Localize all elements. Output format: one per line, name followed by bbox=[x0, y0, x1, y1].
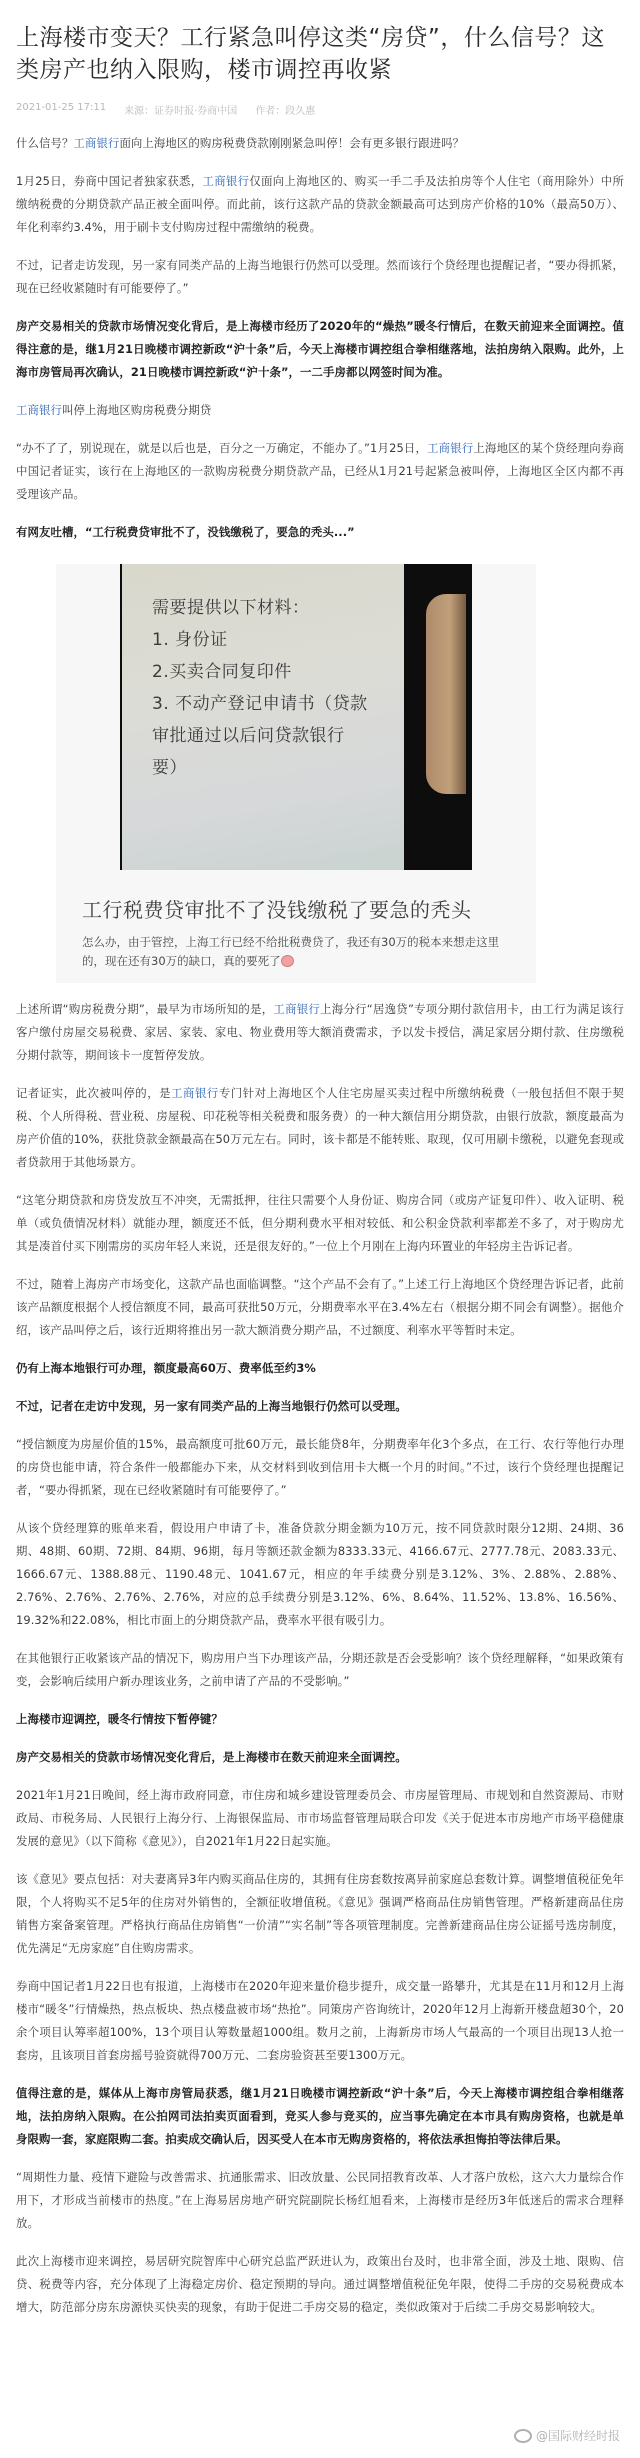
icbc-link[interactable]: 工商银行 bbox=[171, 1086, 219, 1100]
section-heading: 工商银行叫停上海地区购房税费分期贷 bbox=[16, 403, 212, 417]
paragraph: “办不了了，别说现在，就是以后也是，百分之一万确定，不能办了。”1月25日，工商银行上海地区的某个贷经理向券商中国记者证实，该行在上海地区的一款购房税费分期贷款产品，已经从1月21号起紧急被叫停，上海地区全区内都不再受理该产品。 bbox=[16, 441, 624, 501]
paragraph: 此次上海楼市迎来调控，易居研究院智库中心研究总监严跃进认为，政策出台及时，也非常全面，涉及土地、限购、信贷、税费等内容，充分体现了上海稳定房价、稳定预期的导向。通过调整增值税征免年限，使得二手房的交易税费成本增大，防范部分房东房源快买快卖的现象，有助于促进二手房交易的稳定，类似政策对于后续二手房交易影响较大。 bbox=[16, 2254, 624, 2314]
article-body-part2 bbox=[16, 998, 624, 2319]
publish-date: 2021-01-25 17:11 bbox=[16, 102, 107, 113]
icbc-link[interactable]: 工商银行 bbox=[202, 174, 250, 188]
weibo-post-image bbox=[56, 564, 536, 983]
paragraph: “这笔分期贷款和房贷发放互不冲突，无需抵押，往往只需要个人身份证、购房合同（或房产证复印件）、收入证明、税单（或负债情况材料）就能办理，额度还不低，但分期利费水平相对较低、和公积金贷款利率都差不多了，对于购房尤其是凑首付买下刚需房的买房年轻人来说，还是很友好的。”一位上个月刚在上海内环置业的年轻房主告诉记者。 bbox=[16, 1193, 624, 1253]
paragraph-bold: 值得注意的是，媒体从上海市房管局获悉，继1月21日晚楼市调控新政“沪十条”后，今天上海楼市调控组合拳相继落地，法拍房纳入限购。在公拍网司法拍卖页面看到，竞买人参与竞买的，应当事先确定在本市具有购房资格，也就是单身限购一套，家庭限购二套。拍卖成交确认后，因买受人在本市无购房资格的，将依法承担悔拍等法律后果。 bbox=[16, 2086, 624, 2146]
article-body-part1 bbox=[16, 132, 624, 544]
weibo-icon bbox=[514, 2429, 532, 2443]
paragraph: 什么信号？工商银行面向上海地区的购房税费贷款刚刚紧急叫停！会有更多银行跟进吗？ bbox=[16, 136, 465, 150]
paragraph-bold: 房产交易相关的贷款市场情况变化背后，是上海楼市经历了2020年的“燥热”暖冬行情后，在数天前迎来全面调控。值得注意的是，继1月21日晚楼市调控新政“沪十条”后，今天上海楼市调控组合拳相继落地，法拍房纳入限购。此外，上海市房管局再次确认，21日晚楼市调控新政“沪十条”，一二手房都以网签时间为准。 bbox=[16, 319, 624, 379]
paragraph: 1月25日，券商中国记者独家获悉，工商银行仅面向上海地区的、购买一手二手及法拍房等个人住宅（商用除外）中所缴纳税费的分期贷款产品正被全面叫停。而此前，该行这款产品的贷款金额最高可达到房产价格的10%（最高50万）、年化利率约3.4%，用于刷卡支付购房过程中需缴纳的税费。 bbox=[16, 174, 624, 234]
icbc-link[interactable]: 工商银行 bbox=[273, 1002, 321, 1016]
phone-screen: 需要提供以下材料： 1. 身份证 2.买卖合同复印件 3. 不动产登记申请书（贷款 审批通过以后问贷款银行 要） bbox=[122, 564, 404, 870]
paragraph-bold: 房产交易相关的贷款市场情况变化背后，是上海楼市在数天前迎来全面调控。 bbox=[16, 1750, 407, 1764]
paragraph: 该《意见》要点包括：对夫妻离异3年内购买商品住房的，其拥有住房套数按离异前家庭总套数计算。调整增值税征免年限，个人将购买不足5年的住房对外销售的，全额征收增值税。《意见》强调严格商品住房销售管理。严格新建商品住房销售方案备案管理。严格执行商品住房销售“一价清”“实名制”等各项管理制度。完善新建商品住房公证摇号选房制度，优先满足“无房家庭”自住购房需求。 bbox=[16, 1872, 624, 1955]
icbc-link[interactable]: 工商银行 bbox=[73, 136, 120, 150]
section-heading: 仍有上海本地银行可办理，额度最高60万、费率低至约3% bbox=[16, 1361, 316, 1375]
icbc-link[interactable]: 工商银行 bbox=[16, 403, 62, 417]
paragraph: 不过，随着上海房产市场变化，这款产品也面临调整。“这个产品不会有了。”上述工行上海地区个贷经理告诉记者，此前该产品额度根据个人授信额度不同，最高可获批50万元，分期费率水平在3.4%左右（根据分期不同会有调整）。据他介绍，该产品叫停之后，该行近期将推出另一款大额消费分期产品，不过额度、利率水平等暂时未定。 bbox=[16, 1277, 624, 1337]
article-author: 作者：段久惠 bbox=[255, 106, 316, 117]
paragraph: 上述所谓“购房税费分期”，最早为市场所知的是，工商银行上海分行“居逸贷”专项分期付款信用卡，由工行为满足该行客户缴付房屋交易税费、家居、家装、家电、物业费用等大额消费需求，予以发卡授信，满足家居分期付款、住房缴税分期付款等，期间该卡一度暂停发放。 bbox=[16, 1002, 624, 1062]
paragraph-bold: 不过，记者在走访中发现，另一家有同类产品的上海当地银行仍然可以受理。 bbox=[16, 1399, 407, 1413]
weibo-watermark: @国际财经时报 bbox=[514, 2427, 620, 2444]
paragraph: 记者证实，此次被叫停的，是工商银行专门针对上海地区个人住宅房屋买卖过程中所缴纳税费（一般包括但不限于契税、个人所得税、营业税、房屋税、印花税等相关税费和服务费）的一种大额信用分期贷款，由银行放款，额度最高为房产价值的10%，获批贷款金额最高在50万元左右。同时，该卡都是不能转账、取现，仅可用刷卡缴税，以避免套现或者贷款用于其他场景方。 bbox=[16, 1086, 625, 1169]
paragraph: 不过，记者走访发现，另一家有同类产品的上海当地银行仍然可以受理。然而该行个贷经理也提醒记者，“要办得抓紧，现在已经收紧随时有可能要停了。” bbox=[16, 258, 624, 295]
article-meta bbox=[16, 102, 624, 117]
icbc-link[interactable]: 工商银行 bbox=[427, 441, 474, 455]
paragraph-bold: 有网友吐槽，“工行税费贷审批不了，没钱缴税了，要急的秃头...” bbox=[16, 525, 355, 539]
article-source: 来源：证券时报·券商中国 bbox=[124, 106, 238, 117]
paragraph: “授信额度为房屋价值的15%，最高额度可批60万元，最长能贷8年，分期费率年化3个多点，在工行、农行等他行办理的房贷也能申请，符合条件一般都能办下来，从交材料到收到信用卡大概一个月的时间。”不过，该行个贷经理也提醒记者，“要办得抓紧，现在已经收紧随时有可能要停了。” bbox=[16, 1437, 624, 1497]
section-heading: 上海楼市迎调控，暖冬行情按下暂停键？ bbox=[16, 1712, 223, 1726]
paragraph: 2021年1月21日晚间，经上海市政府同意，市住房和城乡建设管理委员会、市房屋管理局、市规划和自然资源局、市财政局、市税务局、人民银行上海分行、上海银保监局、市市场监督管理局联合印发《关于促进本市房地产市场平稳健康发展的意见》（以下简称《意见》），自2021年1月22日起实施。 bbox=[16, 1788, 624, 1848]
paragraph: “周期性力量、疫情下避险与改善需求、抗通胀需求、旧改放量、公民同招教育改革、人才落户放松，这六大力量综合作用下，才形成当前楼市的热度。”在上海易居房地产研究院副院长杨红旭看来，上海楼市是经历3年低迷后的需求合理释放。 bbox=[16, 2170, 624, 2230]
crying-emoji-icon bbox=[281, 955, 294, 967]
paragraph: 从该个贷经理算的账单来看，假设用户申请了卡，准备贷款分期金额为10万元，按不同贷款时限分12期、24期、36期、48期、60期、72期、84期、96期，每月等额还款金额为8333.33元、4166.67元、2777.78元、2083.33元、1666.67元、1388.88元、1190.48元、1041.67元，相应的年手续费分别是3.12%、3%、2.88%、2.88%、2.76%、2.76%、2.76%、2.76%，对应的总手续费分别是3.12%、6%、8.64%、11.52%、13.8%、16.56%、19.32%和22.08%，相比市面上的分期贷款产品，费率水平很有吸引力。 bbox=[16, 1521, 624, 1627]
phone-photo bbox=[120, 564, 472, 870]
article-title: 上海楼市变天？工行紧急叫停这类“房贷”，什么信号？这类房产也纳入限购，楼市调控再收紧 bbox=[16, 25, 605, 83]
figure-caption-title: 工行税费贷审批不了没钱缴税了要急的秃头 bbox=[82, 898, 472, 922]
figure-caption-text: 怎么办，由于管控，上海工行已经不给批税费贷了，我还有30万的税本来想走这里的，现在还有30万的缺口，真的要死了 bbox=[82, 935, 500, 968]
paragraph: 券商中国记者1月22日也有报道，上海楼市在2020年迎来量价稳步提升，成交量一路攀升，尤其是在11月和12月上海楼市“暖冬”行情燥热，热点板块、热点楼盘被市场“热抢”。同策房产咨询统计，2020年12月上海新开楼盘超30个，20余个项目认筹率超100%，13个项目认筹数量超1000组。数月之前，上海新房市场人气最高的一个项目出现13人抢一套房，且该项目首套房摇号验资就得700万元、二套房验资甚至要1300万元。 bbox=[16, 1979, 624, 2062]
finger-image bbox=[426, 594, 466, 794]
paragraph: 在其他银行正收紧该产品的情况下，购房用户当下办理该产品，分期还款是否会受影响？该个贷经理解释，“如果政策有变，会影响后续用户新办理该业务，之前申请了产品的不受影响。” bbox=[16, 1651, 624, 1688]
